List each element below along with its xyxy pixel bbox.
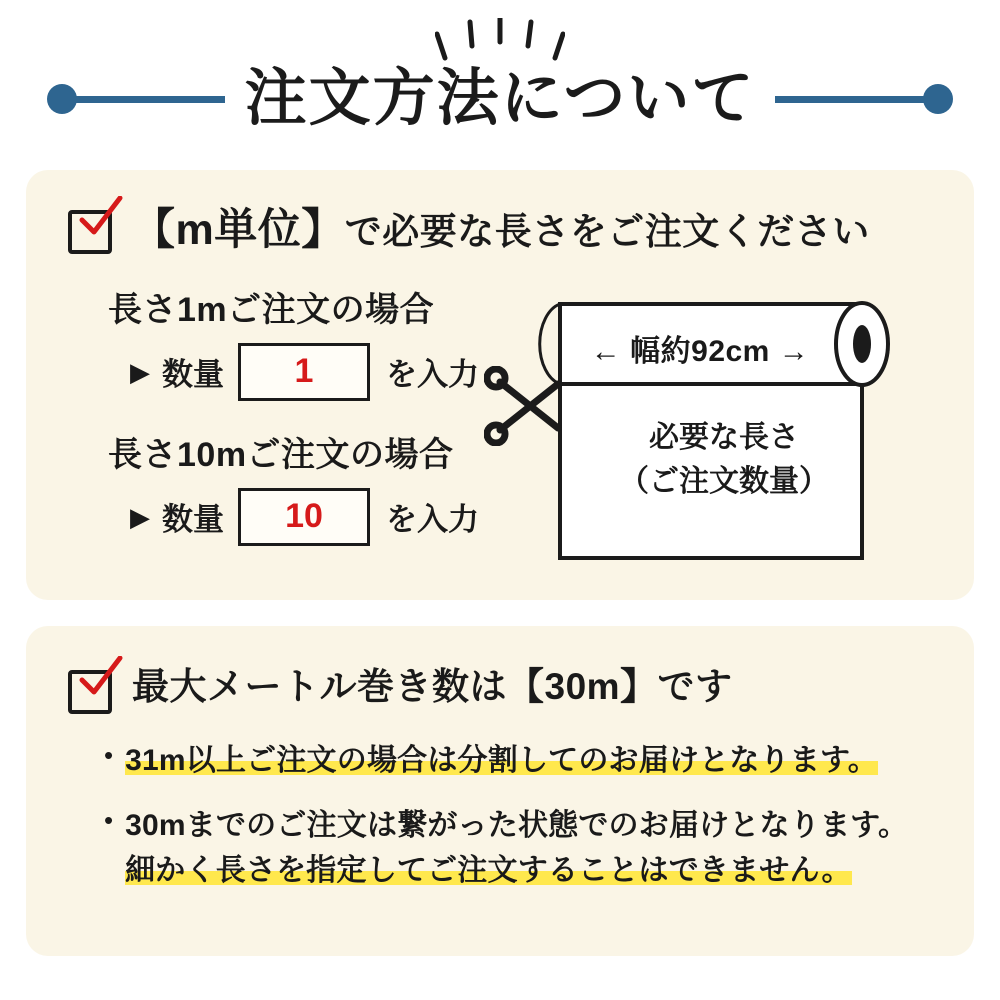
scissors-icon <box>484 366 574 446</box>
order-unit-heading <box>132 204 870 258</box>
quantity-value-1: 1 <box>294 352 314 391</box>
roll-length-label-line1: 必要な長さ <box>649 421 799 454</box>
triangle-marker-icon: ▶ <box>130 356 150 387</box>
list-item <box>104 803 944 893</box>
sparkle-burst-icon <box>435 18 565 69</box>
page-header <box>0 0 1000 170</box>
order-unit-card <box>26 170 974 600</box>
bullet-1-text <box>125 738 878 783</box>
title-dot-left <box>47 84 77 114</box>
roll-length-label <box>574 416 874 503</box>
order-unit-heading-strong: 【m単位】 <box>132 206 345 254</box>
title-rule-left <box>55 96 225 103</box>
title-row <box>0 64 1000 133</box>
order-example-1-qty-label: 数量 <box>162 357 224 393</box>
bullet-dot-icon: • <box>104 740 114 770</box>
quantity-input-2[interactable] <box>238 488 370 546</box>
order-unit-heading-row <box>56 204 944 258</box>
title-rule-right <box>775 96 945 103</box>
roll-width-label: ← 幅約92cm → <box>590 335 810 368</box>
triangle-marker-icon: ▶ <box>130 501 150 532</box>
order-example-2-row <box>130 488 578 546</box>
checkbox-checked-icon <box>68 210 112 254</box>
bullet-dot-icon: • <box>104 805 114 835</box>
max-length-bullets <box>104 738 944 893</box>
check-tick-icon <box>76 656 124 698</box>
list-item <box>104 738 944 783</box>
checkbox-checked-icon <box>68 670 112 714</box>
page-title: 注文方法について <box>244 64 756 133</box>
title-dot-right <box>923 84 953 114</box>
bullet-2-text <box>125 803 908 893</box>
bullet-2-line1: 30mまでのご注文は繋がった状態でのお届けとなります。 <box>125 809 909 842</box>
quantity-value-2: 10 <box>285 497 323 536</box>
paper-roll-illustration <box>532 288 952 578</box>
order-example-2-qty-label: 数量 <box>162 502 224 538</box>
max-length-card <box>26 626 974 956</box>
order-example-1-title: 長さ1mご注文の場合 <box>108 290 435 329</box>
roll-length-label-line2: （ご注文数量） <box>619 464 829 498</box>
check-tick-icon <box>76 196 124 238</box>
bullet-1-highlight: 31m以上ご注文の場合は分割してのお届けとなります。 <box>125 744 878 777</box>
order-example-2-suffix: を入力 <box>386 502 479 538</box>
order-example-1-suffix: を入力 <box>386 357 479 393</box>
order-unit-heading-rest: で必要な長さをご注文ください <box>344 211 870 252</box>
bullet-2-line2: 細かく長さを指定してご注文することはできません。 <box>125 854 852 887</box>
quantity-input-1[interactable] <box>238 343 370 401</box>
max-length-heading: 最大メートル巻き数は【30m】です <box>132 666 733 707</box>
order-example-2-title: 長さ10mご注文の場合 <box>108 435 454 474</box>
max-length-heading-row <box>56 664 944 714</box>
